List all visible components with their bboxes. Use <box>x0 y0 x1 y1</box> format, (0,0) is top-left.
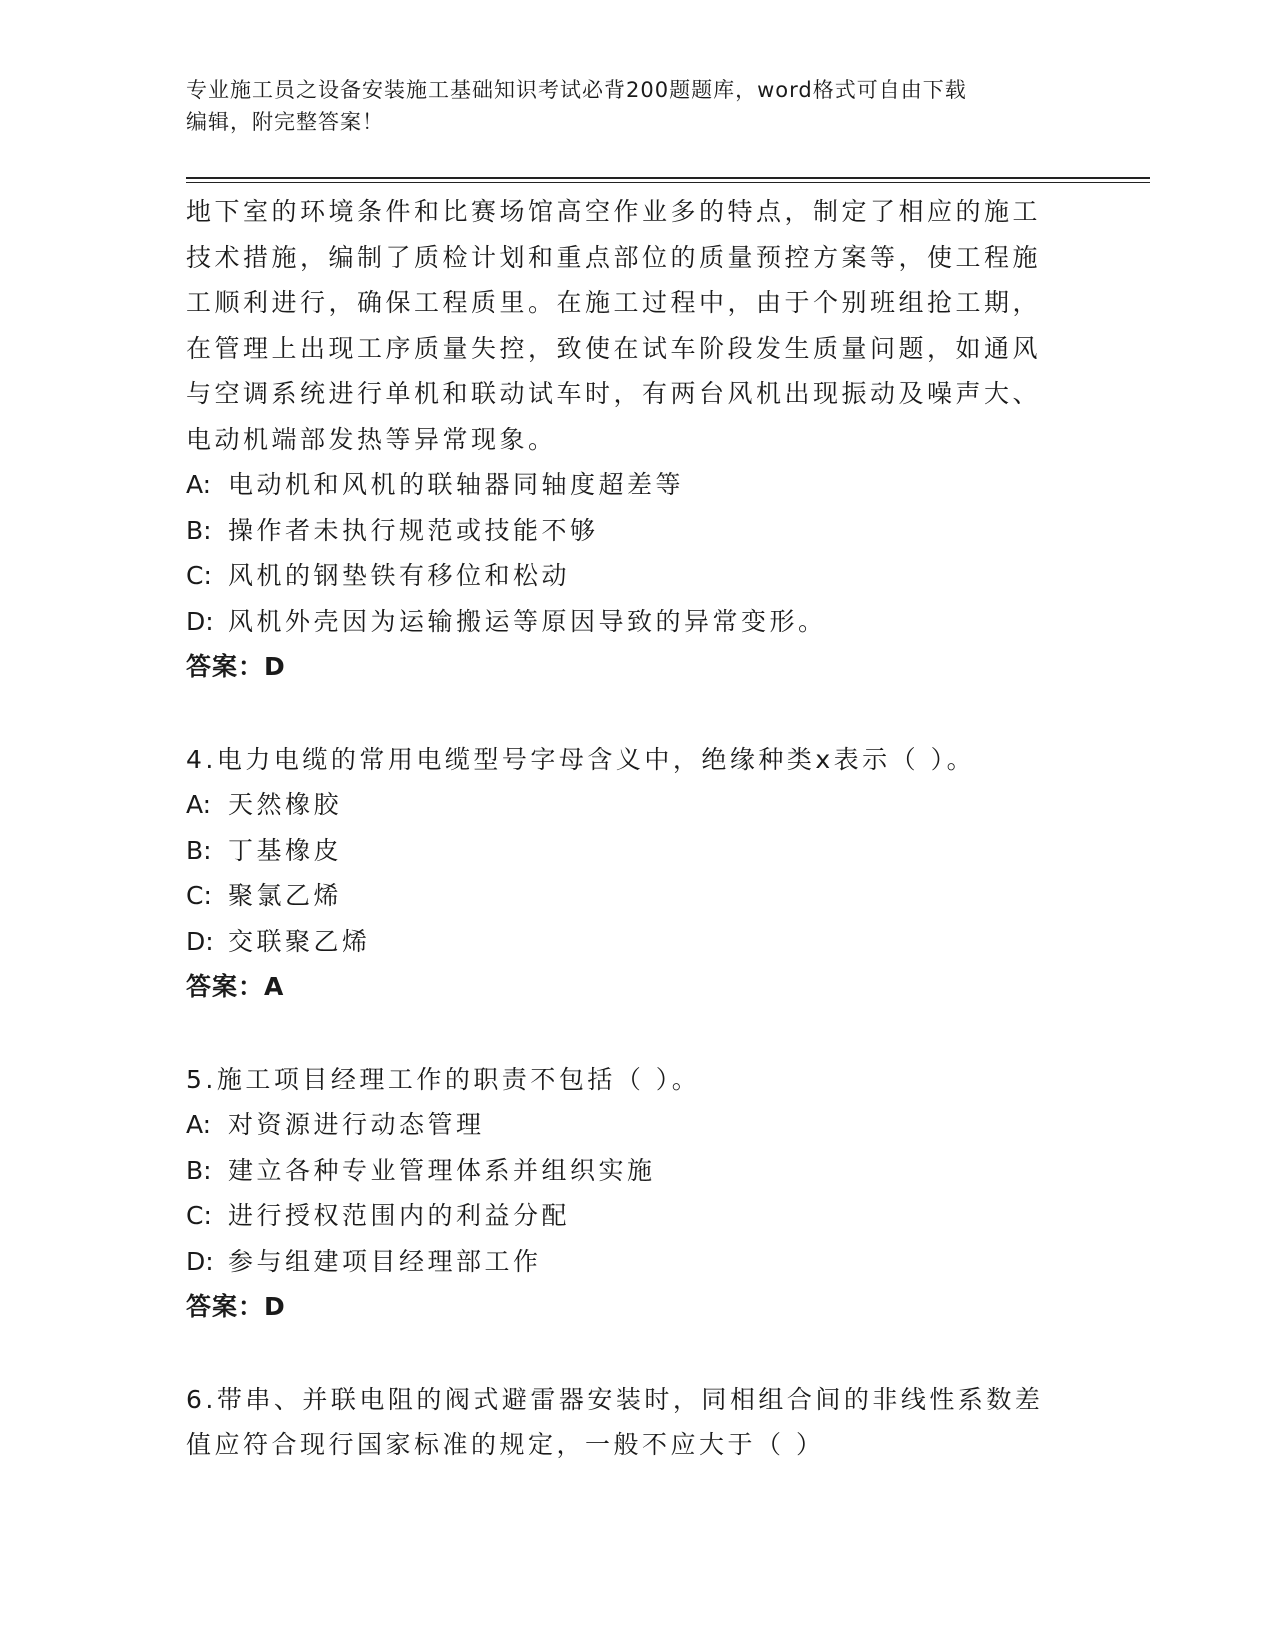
option-text: 交联聚乙烯 <box>228 926 371 956</box>
question-4 <box>186 737 1086 1010</box>
question-stem-line: 电动机端部发热等异常现象。 <box>186 424 557 454</box>
question-title: 5.施工项目经理工作的职责不包括（ ）。 <box>186 1064 701 1094</box>
question-3 <box>186 189 1086 690</box>
option-text: 风机外壳因为运输搬运等原因导致的异常变形。 <box>228 606 827 636</box>
header-line-1: 专业施工员之设备安装施工基础知识考试必背200题题库，word格式可自由下载 <box>186 78 967 102</box>
option-text: 聚氯乙烯 <box>228 881 343 910</box>
option-a <box>186 1102 1086 1148</box>
option-b <box>186 1148 1086 1194</box>
spacer <box>186 1330 1086 1377</box>
option-text: 对资源进行动态管理 <box>228 1110 485 1139</box>
option-b <box>186 508 1086 554</box>
option-key: A: <box>186 1110 212 1139</box>
question-stem-line: 在管理上出现工序质量失控，致使在试车阶段发生质量问题，如通风 <box>186 333 1042 363</box>
question-stem-line: 工顺利进行，确保工程质里。在施工过程中，由于个别班组抢工期， <box>186 288 1042 317</box>
question-stem-line: 技术措施，编制了质检计划和重点部位的质量预控方案等，使工程施 <box>186 242 1042 272</box>
answer-line: 答案：A <box>186 972 285 1001</box>
option-key: B: <box>186 1155 212 1185</box>
option-key: D: <box>186 1246 214 1276</box>
option-b <box>186 828 1086 874</box>
option-text: 操作者未执行规范或技能不够 <box>228 515 599 545</box>
option-text: 建立各种专业管理体系并组织实施 <box>228 1155 656 1185</box>
option-key: A: <box>186 790 212 819</box>
answer-line: 答案：D <box>186 652 286 681</box>
option-text: 风机的钢垫铁有移位和松动 <box>228 561 571 590</box>
option-text: 电动机和风机的联轴器同轴度超差等 <box>228 470 685 499</box>
option-a <box>186 462 1086 508</box>
option-key: C: <box>186 881 212 910</box>
option-d <box>186 599 1086 645</box>
header-divider <box>186 177 1150 179</box>
option-key: B: <box>186 515 212 545</box>
option-key: B: <box>186 835 212 865</box>
option-a <box>186 782 1086 828</box>
question-6 <box>186 1377 1086 1468</box>
spacer <box>186 690 1086 737</box>
option-text: 进行授权范围内的利益分配 <box>228 1201 571 1230</box>
option-c <box>186 1193 1086 1239</box>
question-stem-line: 地下室的环境条件和比赛场馆高空作业多的特点，制定了相应的施工 <box>186 197 1042 226</box>
question-title: 4.电力电缆的常用电缆型号字母含义中，绝缘种类x表示（ ）。 <box>186 744 976 774</box>
option-key: A: <box>186 470 212 499</box>
option-key: C: <box>186 1201 212 1230</box>
option-key: D: <box>186 926 214 956</box>
document-body <box>186 189 1086 1468</box>
document-header <box>186 74 1066 138</box>
header-line-2: 编辑，附完整答案！ <box>186 110 384 134</box>
question-title-line: 6.带串、并联电阻的阀式避雷器安装时，同相组合间的非线性系数差 <box>186 1384 1044 1414</box>
answer-line: 答案：D <box>186 1292 286 1321</box>
option-d <box>186 1239 1086 1285</box>
question-title-line: 值应符合现行国家标准的规定，一般不应大于（ ） <box>186 1430 825 1459</box>
option-text: 参与组建项目经理部工作 <box>228 1246 542 1276</box>
spacer <box>186 1010 1086 1057</box>
option-text: 丁基橡皮 <box>228 835 343 865</box>
option-c <box>186 553 1086 599</box>
question-stem-line: 与空调系统进行单机和联动试车时，有两台风机出现振动及噪声大、 <box>186 379 1042 408</box>
option-text: 天然橡胶 <box>228 790 343 819</box>
option-d <box>186 919 1086 965</box>
option-key: C: <box>186 561 212 590</box>
option-key: D: <box>186 606 214 636</box>
question-5 <box>186 1057 1086 1330</box>
option-c <box>186 873 1086 919</box>
